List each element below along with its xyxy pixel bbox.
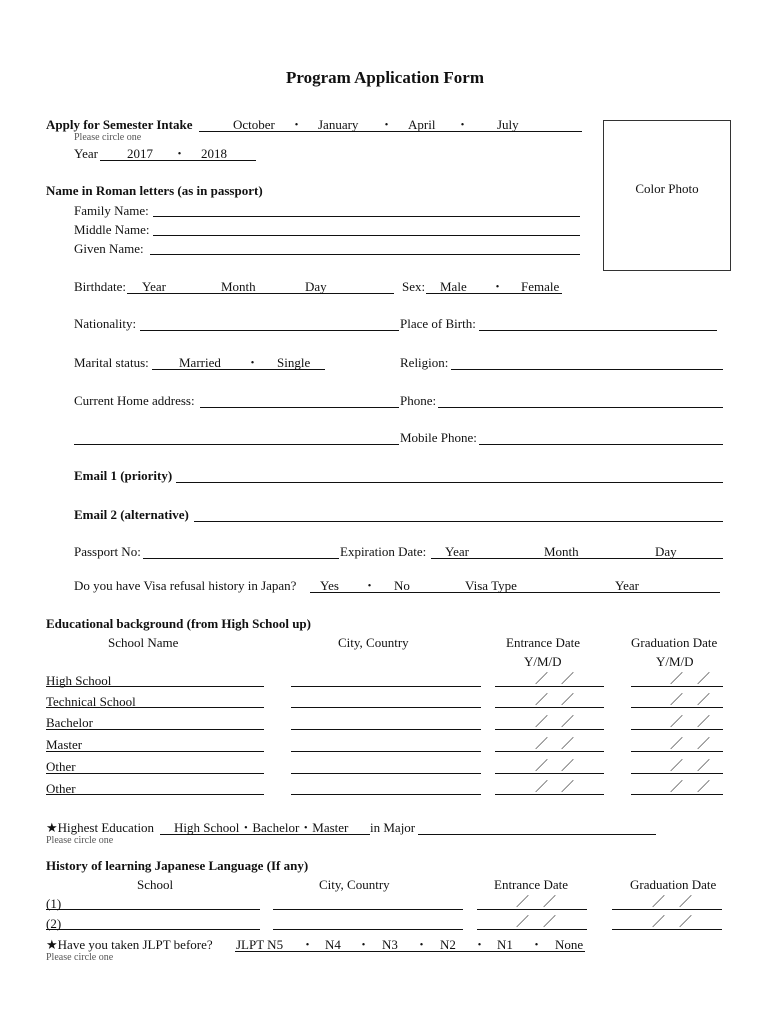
slash: ／ <box>697 779 711 794</box>
slash: ／ <box>561 736 575 751</box>
japanese-school-field[interactable] <box>46 909 260 910</box>
slash: ／ <box>535 692 549 707</box>
slash: ／ <box>652 914 666 929</box>
slash: ／ <box>561 758 575 773</box>
highest-education-label: ★Highest Education <box>46 820 155 835</box>
slash: ／ <box>697 671 711 686</box>
entrance-date-field[interactable] <box>495 773 604 774</box>
school-name-field[interactable] <box>46 707 264 708</box>
marital-status-label: Marital status: <box>74 355 149 370</box>
separator-dot: ・ <box>301 937 315 952</box>
slash: ／ <box>697 692 711 707</box>
name-heading: Name in Roman letters (as in passport) <box>46 183 263 198</box>
entrance-date-field[interactable] <box>495 751 604 752</box>
slash: ／ <box>679 894 693 909</box>
semester-note: Please circle one <box>74 132 142 143</box>
school-name-field[interactable] <box>46 686 264 687</box>
school-name-field[interactable] <box>46 794 264 795</box>
religion-field[interactable] <box>451 369 723 370</box>
slash: ／ <box>535 736 549 751</box>
email2-label: Email 2 (alternative) <box>74 507 189 522</box>
japanese-col-city: City, Country <box>319 877 390 892</box>
color-photo-label: Color Photo <box>635 181 699 196</box>
japanese-school-field[interactable] <box>46 929 260 930</box>
school-name-field[interactable] <box>46 773 264 774</box>
birth-month-label: Month <box>221 279 256 294</box>
slash: ／ <box>697 736 711 751</box>
family-name-label: Family Name: <box>74 203 149 218</box>
slash: ／ <box>679 914 693 929</box>
education-row-label: Technical School <box>46 694 136 709</box>
email1-label: Email 1 (priority) <box>74 468 173 483</box>
entrance-date-field[interactable] <box>495 794 604 795</box>
sex-option-male[interactable]: Male <box>440 279 467 294</box>
home-address-field-line2[interactable] <box>74 444 399 445</box>
japanese-graduation-field[interactable] <box>612 909 722 910</box>
education-col-city: City, Country <box>338 635 409 650</box>
slash: ／ <box>543 914 557 929</box>
semester-option-april[interactable]: April <box>408 117 436 132</box>
separator-dot: ・ <box>415 937 429 952</box>
page-title: Program Application Form <box>286 68 484 87</box>
birthdate-label: Birthdate: <box>74 279 126 294</box>
separator-dot: ・ <box>357 937 371 952</box>
jlpt-option-n1[interactable]: N1 <box>497 937 513 952</box>
graduation-date-field[interactable] <box>631 686 723 687</box>
separator-dot: ・ <box>473 937 487 952</box>
slash: ／ <box>652 894 666 909</box>
passport-label: Passport No: <box>74 544 141 559</box>
email1-field[interactable] <box>176 482 723 483</box>
mobile-phone-label: Mobile Phone: <box>400 430 477 445</box>
education-row-label: Master <box>46 737 83 752</box>
semester-label: Apply for Semester Intake <box>46 117 193 132</box>
separator-dot: ・ <box>530 937 544 952</box>
slash: ／ <box>561 779 575 794</box>
jlpt-option-n2[interactable]: N2 <box>440 937 456 952</box>
home-address-label: Current Home address: <box>74 393 195 408</box>
school-name-field[interactable] <box>46 751 264 752</box>
separator-dot: ・ <box>246 355 260 370</box>
passport-field[interactable] <box>143 558 339 559</box>
slash: ／ <box>670 758 684 773</box>
city-country-field[interactable] <box>291 707 481 708</box>
color-photo-box[interactable] <box>603 120 731 271</box>
given-name-label: Given Name: <box>74 241 144 256</box>
graduation-date-field[interactable] <box>631 751 723 752</box>
visa-type-label: Visa Type <box>465 578 517 593</box>
slash: ／ <box>561 671 575 686</box>
slash: ／ <box>670 671 684 686</box>
slash: ／ <box>670 692 684 707</box>
education-row-label: Other <box>46 759 76 774</box>
slash: ／ <box>535 758 549 773</box>
slash: ／ <box>516 914 530 929</box>
marital-option-single[interactable]: Single <box>277 355 311 370</box>
place-of-birth-field[interactable] <box>479 330 717 331</box>
jlpt-option-none[interactable]: None <box>555 937 584 952</box>
birthdate-field[interactable] <box>127 293 394 294</box>
email2-field[interactable] <box>194 521 723 522</box>
graduation-date-field[interactable] <box>631 773 723 774</box>
graduation-date-field[interactable] <box>631 794 723 795</box>
nationality-field[interactable] <box>140 330 399 331</box>
slash: ／ <box>535 671 549 686</box>
phone-label: Phone: <box>400 393 437 408</box>
religion-label: Religion: <box>400 355 449 370</box>
japanese-graduation-field[interactable] <box>612 929 722 930</box>
middle-name-field[interactable] <box>153 235 580 236</box>
city-country-field[interactable] <box>291 729 481 730</box>
birth-year-label: Year <box>142 279 166 294</box>
expiration-label: Expiration Date: <box>340 544 427 559</box>
family-name-field[interactable] <box>153 216 580 217</box>
entrance-format: Y/M/D <box>524 654 562 669</box>
jlpt-option-n4[interactable]: N4 <box>325 937 341 952</box>
education-heading: Educational background (from High School up) <box>46 616 311 631</box>
semester-option-july[interactable]: July <box>497 117 519 132</box>
graduation-format: Y/M/D <box>656 654 694 669</box>
jlpt-option-n5[interactable]: JLPT N5 <box>236 937 284 952</box>
entrance-date-field[interactable] <box>495 707 604 708</box>
middle-name-label: Middle Name: <box>74 222 150 237</box>
school-name-field[interactable] <box>46 729 264 730</box>
place-of-birth-label: Place of Birth: <box>400 316 476 331</box>
separator-dot: ・ <box>363 578 377 593</box>
year-option-2017[interactable]: 2017 <box>127 146 153 161</box>
semester-option-october[interactable]: October <box>233 117 275 132</box>
slash: ／ <box>670 736 684 751</box>
graduation-date-field[interactable] <box>631 729 723 730</box>
home-address-field[interactable] <box>200 407 399 408</box>
semester-option-january[interactable]: January <box>318 117 359 132</box>
sex-option-female[interactable]: Female <box>521 279 560 294</box>
japanese-col-school: School <box>137 877 174 892</box>
major-label: in Major <box>370 820 416 835</box>
japanese-city-field[interactable] <box>273 929 463 930</box>
education-row-label: Bachelor <box>46 715 93 730</box>
education-col-entrance: Entrance Date <box>506 635 580 650</box>
phone-field[interactable] <box>438 407 723 408</box>
city-country-field[interactable] <box>291 686 481 687</box>
japanese-col-graduation: Graduation Date <box>630 877 717 892</box>
highest-education-note: Please circle one <box>46 835 114 846</box>
jlpt-option-n3[interactable]: N3 <box>382 937 398 952</box>
japanese-col-entrance: Entrance Date <box>494 877 568 892</box>
education-row-label: High School <box>46 673 112 688</box>
separator-dot: ・ <box>491 279 505 294</box>
japanese-entrance-field[interactable] <box>477 909 587 910</box>
japanese-city-field[interactable] <box>273 909 463 910</box>
slash: ／ <box>670 779 684 794</box>
expiration-year-label: Year <box>445 544 469 559</box>
separator-dot: ・ <box>380 117 394 132</box>
city-country-field[interactable] <box>291 773 481 774</box>
jlpt-note: Please circle one <box>46 952 114 963</box>
visa-option-yes[interactable]: Yes <box>320 578 339 593</box>
slash: ／ <box>561 714 575 729</box>
expiration-day-label: Day <box>655 544 677 559</box>
slash: ／ <box>535 779 549 794</box>
visa-year-label: Year <box>615 578 639 593</box>
given-name-field[interactable] <box>150 254 580 255</box>
education-col-graduation: Graduation Date <box>631 635 718 650</box>
year-option-2018[interactable]: 2018 <box>201 146 227 161</box>
japanese-row-label: (2) <box>46 916 62 931</box>
mobile-phone-field[interactable] <box>479 444 723 445</box>
slash: ／ <box>697 714 711 729</box>
slash: ／ <box>670 714 684 729</box>
sex-label: Sex: <box>402 279 426 294</box>
visa-question: Do you have Visa refusal history in Japan? <box>74 578 297 593</box>
jlpt-question: ★Have you taken JLPT before? <box>46 937 213 952</box>
slash: ／ <box>543 894 557 909</box>
marital-option-married[interactable]: Married <box>179 355 221 370</box>
expiration-month-label: Month <box>544 544 579 559</box>
japanese-entrance-field[interactable] <box>477 929 587 930</box>
major-field[interactable] <box>418 834 656 835</box>
separator-dot: ・ <box>173 146 187 161</box>
city-country-field[interactable] <box>291 794 481 795</box>
highest-education-options[interactable]: High School・Bachelor・Master <box>174 820 349 835</box>
separator-dot: ・ <box>456 117 470 132</box>
entrance-date-field[interactable] <box>495 686 604 687</box>
japanese-row-label: (1) <box>46 896 62 911</box>
birth-day-label: Day <box>305 279 327 294</box>
graduation-date-field[interactable] <box>631 707 723 708</box>
nationality-label: Nationality: <box>74 316 137 331</box>
year-label: Year <box>74 146 98 161</box>
education-col-school: School Name <box>108 635 179 650</box>
entrance-date-field[interactable] <box>495 729 604 730</box>
visa-option-no[interactable]: No <box>394 578 410 593</box>
separator-dot: ・ <box>290 117 304 132</box>
japanese-heading: History of learning Japanese Language (If any) <box>46 858 309 873</box>
slash: ／ <box>516 894 530 909</box>
slash: ／ <box>535 714 549 729</box>
slash: ／ <box>561 692 575 707</box>
slash: ／ <box>697 758 711 773</box>
education-row-label: Other <box>46 781 76 796</box>
city-country-field[interactable] <box>291 751 481 752</box>
